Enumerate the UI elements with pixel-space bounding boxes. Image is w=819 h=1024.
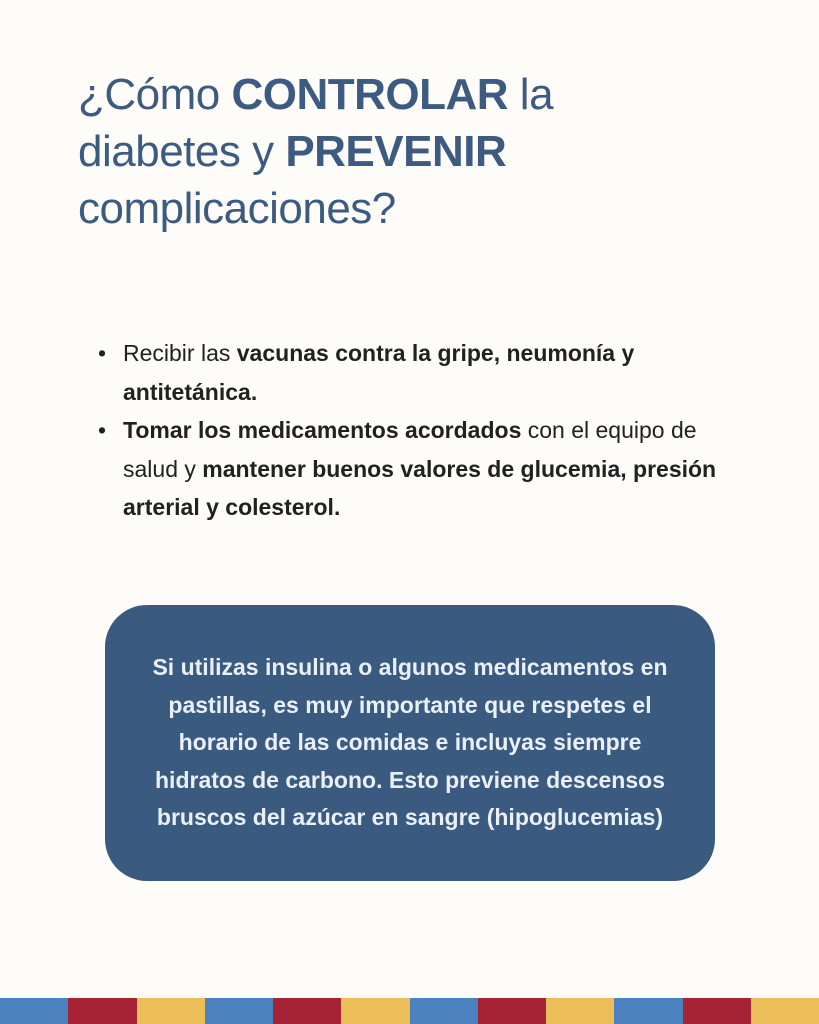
text-segment: la diabetes y: [78, 70, 554, 176]
stripe-block-blue: [0, 998, 68, 1024]
stripe-block-yellow: [751, 998, 819, 1024]
text-segment: Recibir las: [123, 340, 237, 366]
stripe-block-red: [478, 998, 546, 1024]
stripe-block-blue: [410, 998, 478, 1024]
stripe-block-blue: [614, 998, 682, 1024]
text-segment: PREVENIR: [285, 127, 507, 176]
stripe-block-blue: [205, 998, 273, 1024]
bullet-list: [98, 334, 734, 527]
text-segment: Tomar los medicamentos acordados: [123, 417, 522, 443]
text-segment: complicaciones?: [78, 184, 396, 233]
text-segment: CONTROLAR: [231, 70, 509, 119]
stripe-block-red: [68, 998, 136, 1024]
page-title: [78, 66, 626, 237]
list-item: [98, 411, 734, 527]
bullet-icon: •: [98, 340, 107, 366]
text-segment: con el equipo de salud y: [123, 417, 697, 482]
list-item: [98, 334, 734, 411]
stripe-block-red: [683, 998, 751, 1024]
callout-text: Si utilizas insulina o algunos medicamentos en pastillas, es muy importante que respetes el horario de las comidas e incluyas siempre hidratos de carbono. Esto previene descensos bruscos del azúcar en sangre (hipoglucemias): [152, 654, 668, 831]
stripe-block-yellow: [546, 998, 614, 1024]
bullet-icon: •: [98, 417, 107, 443]
text-segment: ¿Cómo: [78, 70, 232, 119]
callout-box: [105, 605, 715, 881]
stripe-block-yellow: [137, 998, 205, 1024]
stripe-block-yellow: [341, 998, 409, 1024]
stripe-block-red: [273, 998, 341, 1024]
text-segment: vacunas contra la gripe, neumonía y antitetánica.: [123, 340, 635, 405]
text-segment: mantener buenos valores de glucemia, presión arterial y colesterol.: [123, 455, 717, 520]
footer-stripe: [0, 998, 819, 1024]
